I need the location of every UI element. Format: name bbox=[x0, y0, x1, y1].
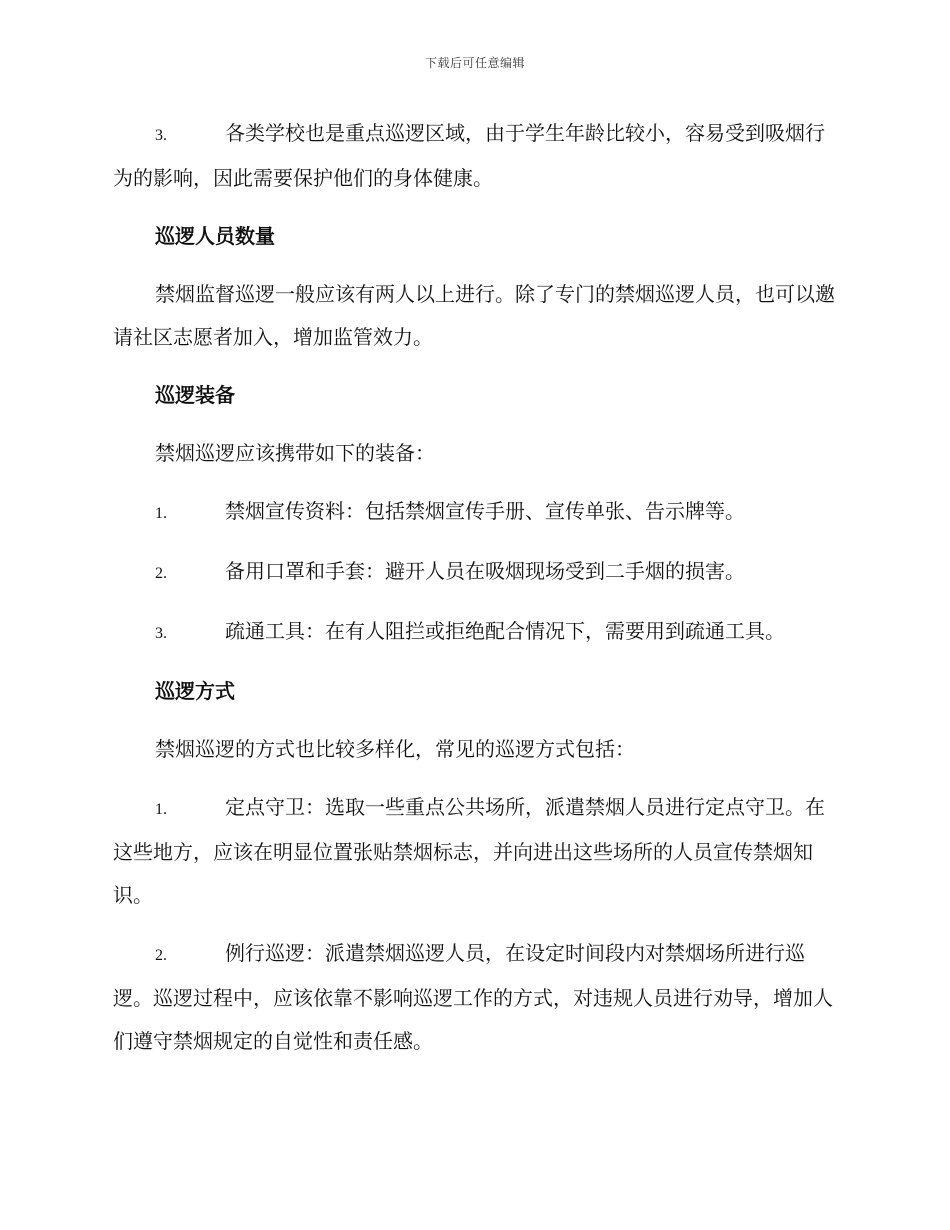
page-header: 下载后可任意编辑 bbox=[424, 56, 525, 70]
section-heading-method: 巡逻方式 bbox=[155, 679, 235, 703]
list-item-text: 禁烟宣传资料：包括禁烟宣传手册、宣传单张、告示牌等。 bbox=[225, 499, 745, 523]
paragraph-method-intro: 禁烟巡逻的方式也比较多样化，常见的巡逻方式包括： bbox=[155, 737, 635, 761]
list-item-number: 2. bbox=[155, 947, 167, 964]
section-heading-staff: 巡逻人员数量 bbox=[155, 224, 275, 248]
section-heading-equipment: 巡逻装备 bbox=[155, 383, 235, 407]
list-item-text: 疏通工具：在有人阻拦或拒绝配合情况下，需要用到疏通工具。 bbox=[225, 619, 785, 643]
list-item-number: 3. bbox=[155, 625, 167, 642]
list-item bbox=[113, 550, 835, 595]
list-item-number: 3. bbox=[155, 127, 167, 144]
list-item bbox=[113, 786, 835, 917]
list-item-number: 1. bbox=[155, 505, 167, 522]
list-item-text: 各类学校也是重点巡逻区域，由于学生年龄比较小，容易受到吸烟行为的影响，因此需要保护他们的身体健康。 bbox=[113, 121, 825, 190]
list-item-text: 例行巡逻：派遣禁烟巡逻人员，在设定时间段内对禁烟场所进行巡逻。巡逻过程中，应该依靠不影响巡逻工作的方式，对违规人员进行劝导，增加人们遵守禁烟规定的自觉性和责任感。 bbox=[113, 941, 833, 1053]
list-item bbox=[113, 610, 835, 655]
list-item-number: 2. bbox=[155, 565, 167, 582]
document-body bbox=[113, 112, 835, 1078]
list-item-text: 备用口罩和手套：避开人员在吸烟现场受到二手烟的损害。 bbox=[225, 559, 745, 583]
list-item-text: 定点守卫：选取一些重点公共场所，派遣禁烟人员进行定点守卫。在这些地方，应该在明显位置张贴禁烟标志，并向进出这些场所的人员宣传禁烟知识。 bbox=[113, 795, 825, 907]
list-item bbox=[113, 932, 835, 1063]
paragraph-staff: 禁烟监督巡逻一般应该有两人以上进行。除了专门的禁烟巡逻人员，也可以邀请社区志愿者加入，增加监管效力。 bbox=[113, 282, 835, 349]
paragraph-equipment-intro: 禁烟巡逻应该携带如下的装备： bbox=[155, 441, 435, 465]
list-item-number: 1. bbox=[155, 801, 167, 818]
list-item bbox=[113, 490, 835, 535]
list-item-schools bbox=[113, 112, 835, 200]
